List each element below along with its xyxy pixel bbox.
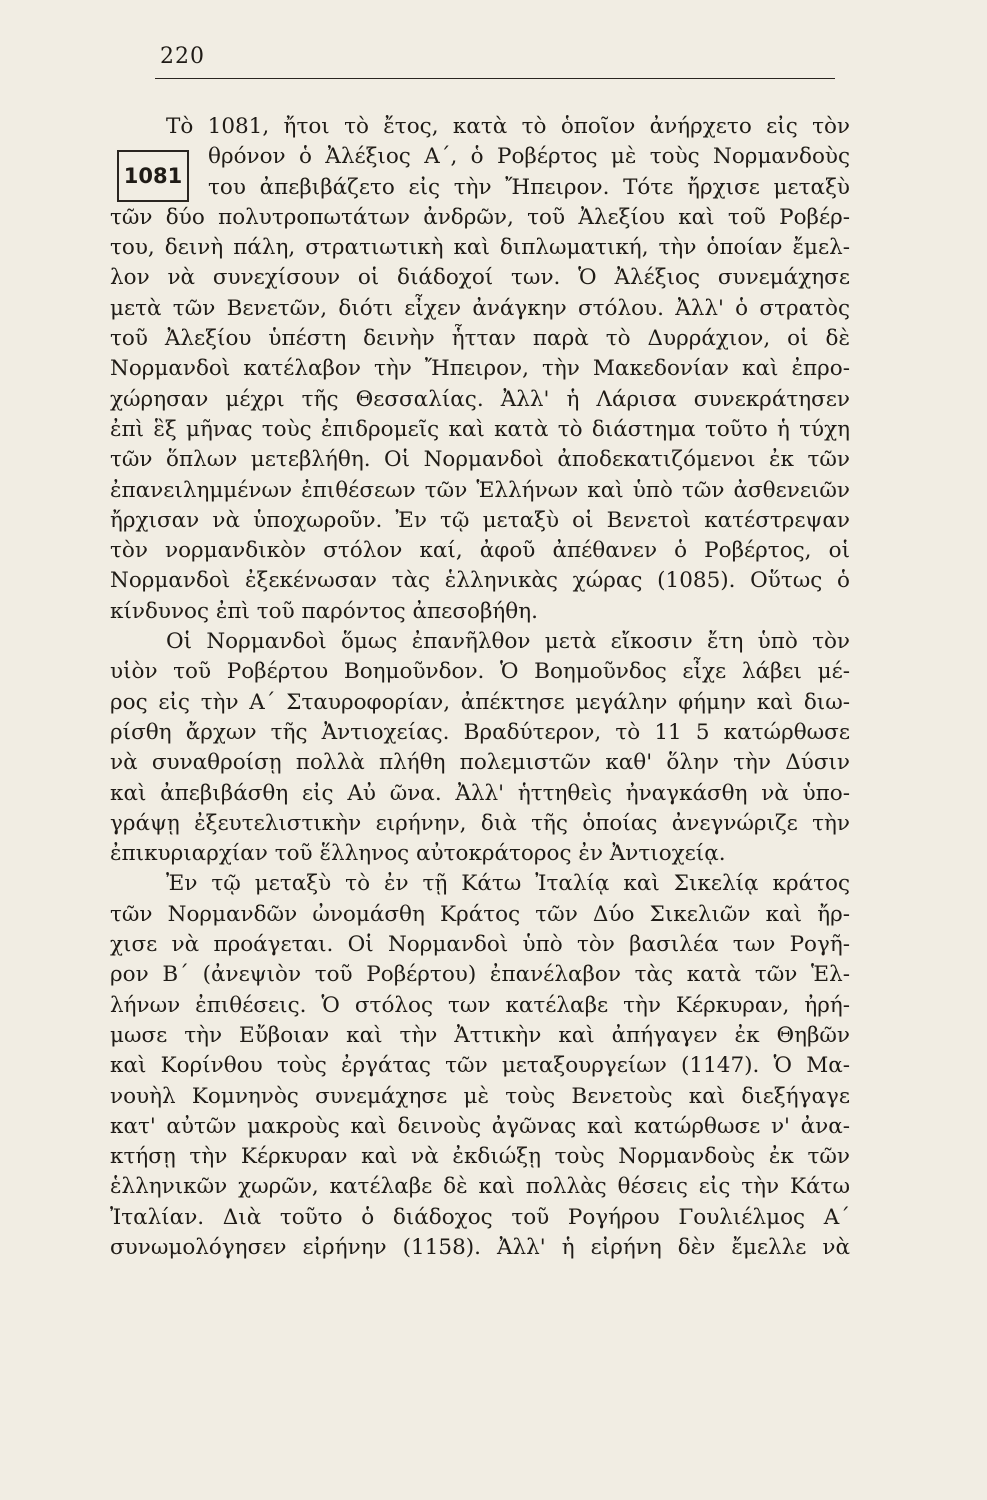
text-line: λήνων ἐπιθέσεις. Ὁ στόλος των κατέλαβε τὴν Κέρκυραν, ἠρή- <box>110 992 850 1018</box>
text-line: ρίσθη ἄρχων τῆς Ἀντιοχείας. Βραδύτερον, τὸ 11 5 κατώρθωσε <box>110 719 850 745</box>
text-line: ἤρχισαν νὰ ὑποχωροῦν. Ἐν τῷ μεταξὺ οἱ Βενετοὶ κατέστρεψαν <box>110 507 850 533</box>
text-line: κτήσῃ τὴν Κέρκυραν καὶ νὰ ἐκδιώξῃ τοὺς Νορμανδοὺς ἐκ τῶν <box>110 1144 850 1170</box>
text-line: χώρησαν μέχρι τῆς Θεσσαλίας. Ἀλλ' ἡ Λάρισα συνεκράτησεν <box>110 386 850 412</box>
text-line: τῶν Νορμανδῶν ὠνομάσθη Κράτος τῶν Δύο Σικελιῶν καὶ ἤρ- <box>110 901 850 927</box>
text-line: μετὰ τῶν Βενετῶν, διότι εἶχεν ἀνάγκην στόλου. Ἀλλ' ὁ στρατὸς <box>110 295 850 321</box>
text-line: μωσε τὴν Εὔβοιαν καὶ τὴν Ἀττικὴν καὶ ἀπήγαγεν ἐκ Θηβῶν <box>110 1022 850 1048</box>
text-line: υἱὸν τοῦ Ροβέρτου Βοημοῦνδον. Ὁ Βοημοῦνδος εἶχε λάβει μέ- <box>110 659 850 685</box>
text-line: τὸν νορμανδικὸν στόλον καί, ἀφοῦ ἀπέθανεν ὁ Ροβέρτος, οἱ <box>110 538 850 564</box>
text-line: χισε νὰ προάγεται. Οἱ Νορμανδοὶ ὑπὸ τὸν βασιλέα των Ρογῆ- <box>110 932 850 958</box>
text-line: ἐπὶ ἓξ μῆνας τοὺς ἐπιδρομεῖς καὶ κατὰ τὸ διάστημα τοῦτο ἡ τύχη <box>110 416 850 442</box>
header-rule <box>155 78 835 79</box>
text-line: ρον Β΄ (ἀνεψιὸν τοῦ Ροβέρτου) ἐπανέλαβον τὰς κατὰ τῶν Ἑλ- <box>110 962 850 988</box>
text-line: κίνδυνος ἐπὶ τοῦ παρόντος ἀπεσοβήθη. <box>110 598 538 624</box>
text-line: κατ' αὐτῶν μακροὺς καὶ δεινοὺς ἀγῶνας καὶ κατώρθωσε ν' ἀνα- <box>110 1113 850 1139</box>
text-line: Ἐν τῷ μεταξὺ τὸ ἐν τῇ Κάτω Ἰταλίᾳ καὶ Σικελίᾳ κράτος <box>166 871 850 897</box>
text-line: τῶν ὅπλων μετεβλήθη. Οἱ Νορμανδοὶ ἀποδεκατιζόμενοι ἐκ τῶν <box>110 447 850 473</box>
text-line: Νορμανδοὶ ἐξεκένωσαν τὰς ἑλληνικὰς χώρας (1085). Οὕτως ὁ <box>110 568 850 594</box>
text-line: τῶν δύο πολυτροπωτάτων ἀνδρῶν, τοῦ Ἀλεξίου καὶ τοῦ Ροβέρ- <box>110 204 850 230</box>
text-line: θρόνον ὁ Ἀλέξιος Α΄, ὁ Ροβέρτος μὲ τοὺς Νορμανδοὺς <box>208 144 850 170</box>
page-number: 220 <box>160 44 205 69</box>
text-line: νὰ συναθροίσῃ πολλὰ πλήθη πολεμιστῶν καθ' ὅλην τὴν Δύσιν <box>110 750 850 776</box>
text-line: του, δεινὴ πάλη, στρατιωτικὴ καὶ διπλωματική, τὴν ὁποίαν ἔμελ- <box>110 235 850 261</box>
text-line: Οἱ Νορμανδοὶ ὅμως ἐπανῆλθον μετὰ εἴκοσιν ἔτη ὑπὸ τὸν <box>166 629 850 655</box>
text-line: γράψῃ ἐξευτελιστικὴν ειρήνην, διὰ τῆς ὁποίας ἀνεγνώριζε τὴν <box>110 810 850 836</box>
text-line: συνωμολόγησεν εἰρήνην (1158). Ἀλλ' ἡ εἰρήνη δὲν ἔμελλε νὰ <box>110 1234 850 1260</box>
text-line: τοῦ Ἀλεξίου ὑπέστη δεινὴν ἧτταν παρὰ τὸ Δυρράχιον, οἱ δὲ <box>110 326 850 352</box>
text-line: λον νὰ συνεχίσουν οἱ διάδοχοί των. Ὁ Ἀλέξιος συνεμάχησε <box>110 265 850 291</box>
text-line: καὶ ἀπεβιβάσθη εἰς Αὐ ῶνα. Ἀλλ' ἡττηθεὶς ἠναγκάσθη νὰ ὑπο- <box>110 780 850 806</box>
text-line: του ἀπεβιβάζετο εἰς τὴν Ἤπειρον. Τότε ἤρχισε μεταξὺ <box>208 174 850 200</box>
text-line: Νορμανδοὶ κατέλαβον τὴν Ἤπειρον, τὴν Μακεδονίαν καὶ ἐπρο- <box>110 356 850 382</box>
text-line: ἐπανειλημμένων ἐπιθέσεων τῶν Ἑλλήνων καὶ ὑπὸ τῶν ἀσθενειῶν <box>110 477 850 503</box>
text-line: Τὸ 1081, ἤτοι τὸ ἔτος, κατὰ τὸ ὁποῖον ἀνήρχετο εἰς τὸν <box>166 114 850 139</box>
text-line: νουὴλ Κομνηνὸς συνεμάχησε μὲ τοὺς Βενετοὺς καὶ διεξήγαγε <box>110 1083 850 1109</box>
text-line: ρος εἰς τὴν Α΄ Σταυροφορίαν, ἀπέκτησε μεγάλην φήμην καὶ διω- <box>110 689 850 715</box>
text-line: ἑλληνικῶν χωρῶν, κατέλαβε δὲ καὶ πολλὰς θέσεις εἰς τὴν Κάτω <box>110 1174 850 1200</box>
text-line: Ἰταλίαν. Διὰ τοῦτο ὁ διάδοχος τοῦ Ρογήρου Γουλιέλμος Α΄ <box>110 1204 850 1230</box>
margin-year-box: 1081 <box>117 150 189 202</box>
text-line: ἐπικυριαρχίαν τοῦ ἕλληνος αὐτοκράτορος ἐν Ἀντιοχείᾳ. <box>110 841 726 867</box>
body-text <box>110 112 850 1263</box>
text-line: καὶ Κορίνθου τοὺς ἐργάτας τῶν μεταξουργείων (1147). Ὁ Μα- <box>110 1053 850 1079</box>
